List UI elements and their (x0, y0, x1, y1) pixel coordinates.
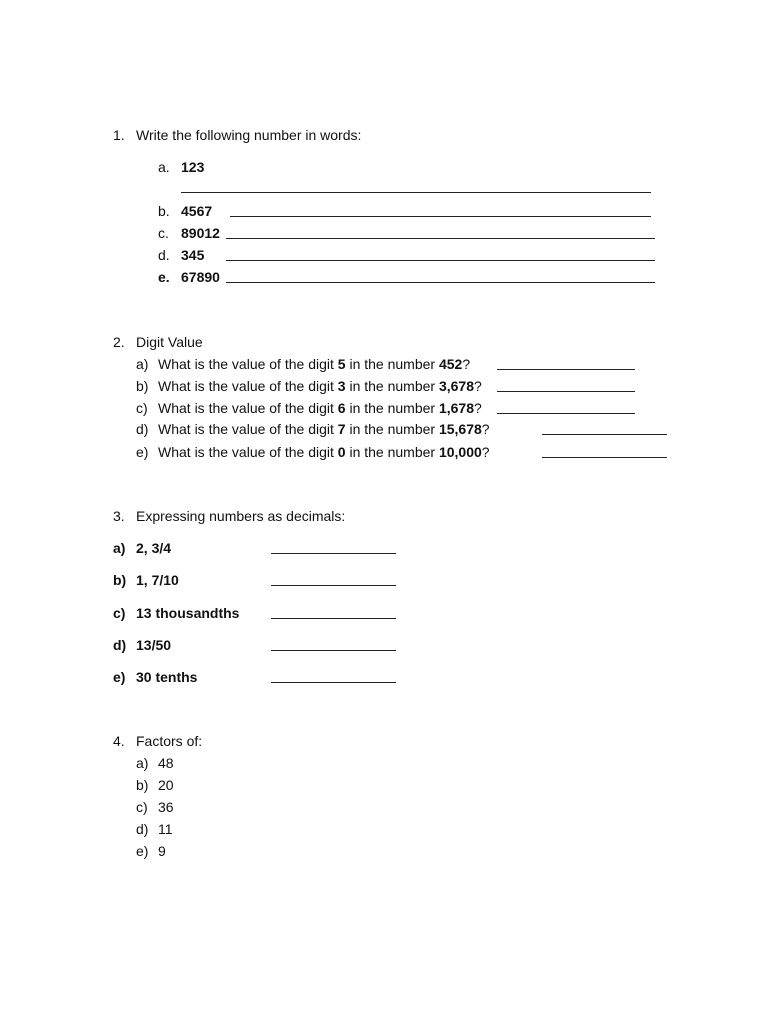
q1-title: Write the following number in words: (136, 127, 362, 143)
q4-item-d-label: d) (136, 821, 149, 837)
q1-item-e-answer-line[interactable] (226, 282, 655, 283)
q2-item-d-number: 15,678 (438, 421, 482, 437)
q3-item-e-answer-line[interactable] (271, 682, 396, 683)
q2-item-c-label: c) (136, 400, 148, 416)
q3-item-d-value: 13/50 (136, 637, 172, 653)
q3-item-e-label: e) (113, 669, 126, 685)
q2-item-a-digit: 5 (337, 356, 346, 372)
q3-item-c-answer-line[interactable] (271, 618, 396, 619)
q1-item-a-value: 123 (181, 159, 205, 175)
q4-item-e-label: e) (136, 843, 149, 859)
q2-item-e-number: 10,000 (438, 444, 482, 460)
q1-item-a-label: a. (158, 159, 170, 175)
q2-item-a-number: 452 (438, 356, 463, 372)
q3-item-c-label: c) (113, 605, 126, 621)
q2-item-d-label: d) (136, 421, 149, 437)
q4-item-a-value: 48 (158, 755, 174, 771)
q1-item-c-answer-line[interactable] (226, 238, 655, 239)
q3-item-d-answer-line[interactable] (271, 650, 396, 651)
q2-item-a-question: What is the value of the digit 5 in the number 452? (158, 356, 471, 372)
q2-number: 2. (113, 334, 125, 350)
q1-item-b-label: b. (158, 203, 170, 219)
q4-item-d-value: 11 (158, 821, 173, 837)
q2-item-e-label: e) (136, 444, 149, 460)
q3-item-a-label: a) (113, 540, 126, 556)
q4-title: Factors of: (136, 733, 203, 749)
q3-number: 3. (113, 508, 125, 524)
q1-item-d-label: d. (158, 247, 170, 263)
q3-item-d-label: d) (113, 637, 127, 653)
q2-item-b-digit: 3 (337, 378, 346, 394)
q1-item-e-label: e. (158, 269, 170, 285)
q2-item-d-question: What is the value of the digit 7 in the number 15,678? (158, 421, 490, 437)
q2-item-d-digit: 7 (337, 421, 346, 437)
q2-item-b-number: 3,678 (438, 378, 474, 394)
q4-item-e-value: 9 (158, 843, 166, 859)
q2-title: Digit Value (136, 334, 203, 350)
q2-item-d-answer-line[interactable] (542, 434, 667, 435)
q3-item-b-value: 1, 7/10 (136, 572, 179, 588)
q1-number: 1. (113, 127, 125, 143)
q2-item-a-label: a) (136, 356, 149, 372)
q2-item-e-answer-line[interactable] (542, 457, 667, 458)
q4-item-a-label: a) (136, 755, 149, 771)
q3-item-e-value: 30 tenths (136, 669, 198, 685)
q4-item-b-value: 20 (158, 777, 174, 793)
q1-item-e-value: 67890 (181, 269, 220, 285)
q3-item-c-value: 13 thousandths (136, 605, 240, 621)
q3-item-b-label: b) (113, 572, 127, 588)
q2-item-b-answer-line[interactable] (497, 391, 635, 392)
q2-item-e-question: What is the value of the digit 0 in the number 10,000? (158, 444, 490, 460)
q4-item-b-label: b) (136, 777, 149, 793)
q2-item-a-answer-line[interactable] (497, 369, 635, 370)
q1-item-d-answer-line[interactable] (226, 260, 655, 261)
q1-item-a-answer-line[interactable] (181, 192, 651, 193)
q3-item-a-answer-line[interactable] (271, 553, 396, 554)
q1-item-b-value: 4567 (181, 203, 213, 219)
q3-title: Expressing numbers as decimals: (136, 508, 346, 524)
q2-item-c-digit: 6 (337, 400, 346, 416)
q3-item-b-answer-line[interactable] (271, 585, 396, 586)
q3-item-a-value: 2, 3/4 (136, 540, 172, 556)
q1-item-b-answer-line[interactable] (230, 216, 651, 217)
q4-number: 4. (113, 733, 125, 749)
q4-item-c-label: c) (136, 799, 148, 815)
q2-item-b-label: b) (136, 378, 149, 394)
q2-item-c-number: 1,678 (438, 400, 474, 416)
q4-item-c-value: 36 (158, 799, 174, 815)
q2-item-c-question: What is the value of the digit 6 in the number 1,678? (158, 400, 482, 416)
q2-item-c-answer-line[interactable] (497, 413, 635, 414)
q2-item-b-question: What is the value of the digit 3 in the number 3,678? (158, 378, 482, 394)
q1-item-c-value: 89012 (181, 225, 220, 241)
q2-item-e-digit: 0 (337, 444, 346, 460)
q1-item-d-value: 345 (181, 247, 205, 263)
q1-item-c-label: c. (158, 225, 169, 241)
